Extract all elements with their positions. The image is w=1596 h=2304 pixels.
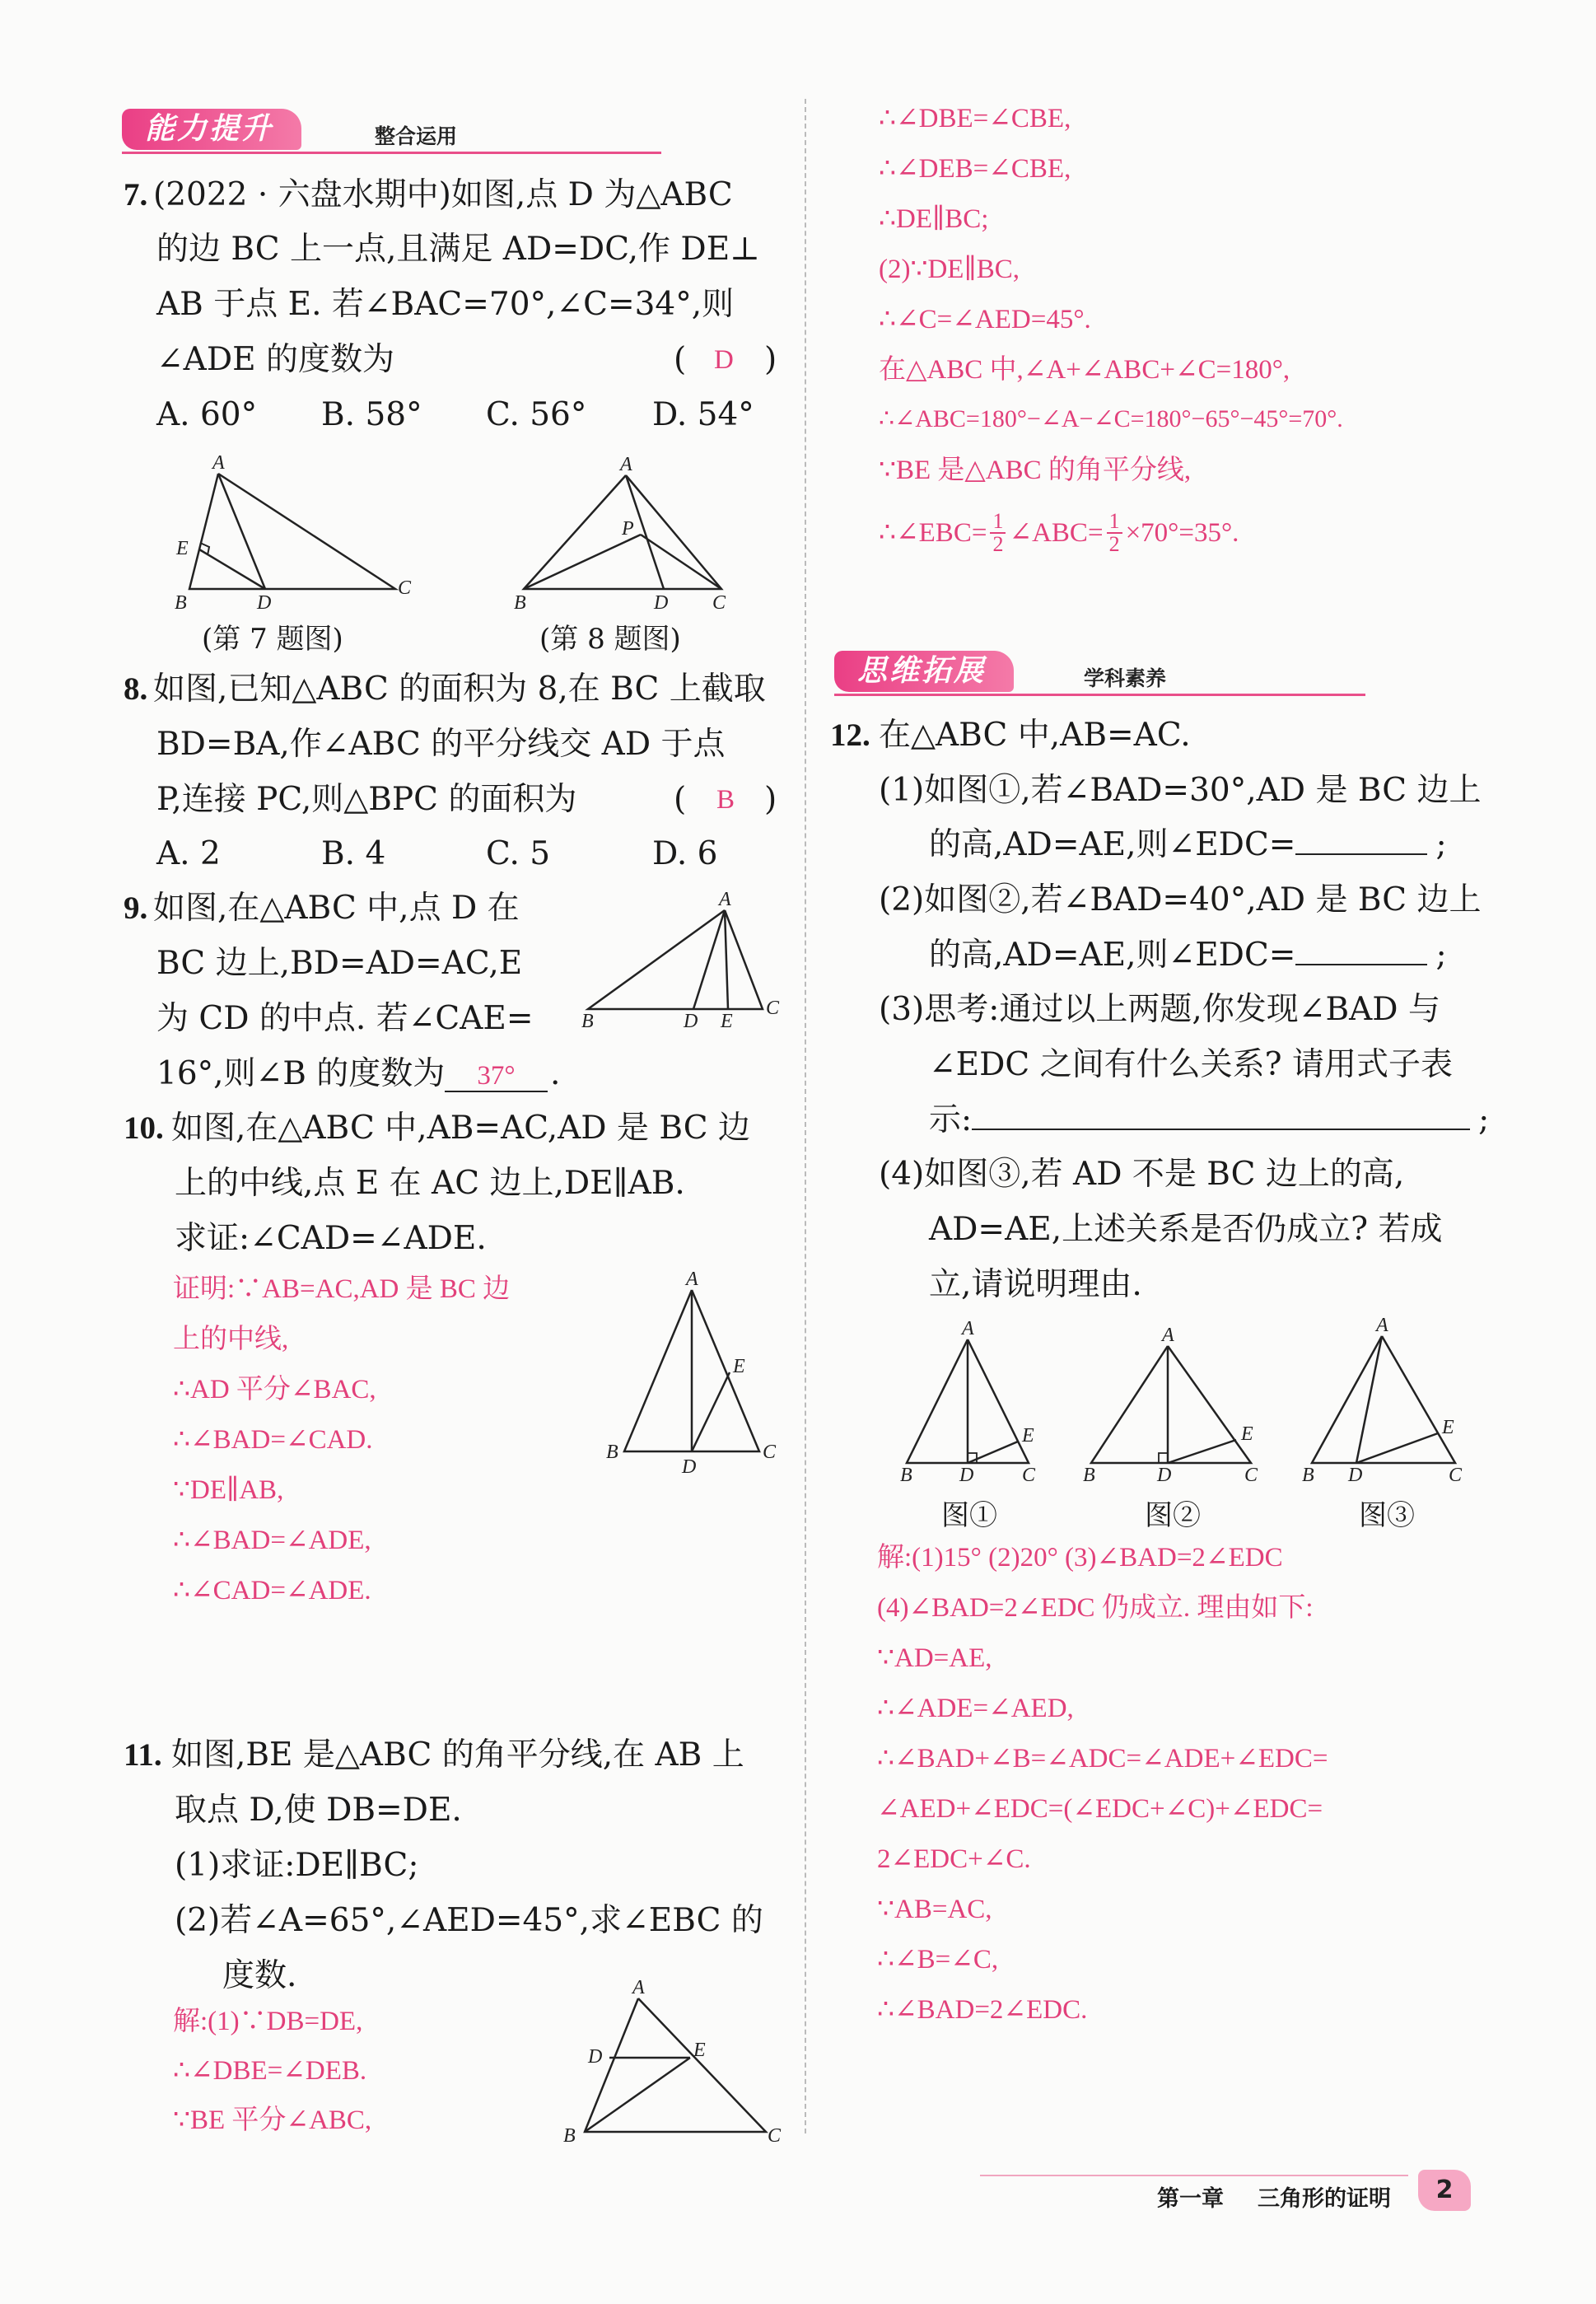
q12-figure-caption: 图② — [1145, 1499, 1201, 1532]
q12-figure-2 — [1075, 1325, 1281, 1483]
q8-bracket-open: ( — [674, 781, 687, 818]
q12-figure-1 — [894, 1318, 1058, 1483]
q10-line: 求证:∠CAD=∠ADE. — [175, 1220, 487, 1257]
svg-text:B: B — [581, 1011, 594, 1032]
q12-part1-text: 的高,AD=AE,则∠EDC= — [929, 826, 1296, 863]
q12-answer-blank-1[interactable] — [1295, 853, 1427, 855]
q10-proof-line: 上的中线, — [173, 1325, 289, 1354]
svg-text:D: D — [1348, 1465, 1363, 1483]
section-subtitle-thinking: 学科素养 — [1084, 666, 1167, 690]
q9-line: BC 边上,BD=AD=AC,E — [156, 945, 523, 982]
q12-solution-line: 解:(1)15° (2)20° (3)∠BAD=2∠EDC — [877, 1543, 1283, 1573]
q12-part1-line — [929, 826, 1447, 863]
q7-line: ∠ADE 的度数为 — [156, 341, 394, 378]
q7-bracket-open: ( — [674, 341, 687, 378]
q9-line: 如图,在△ABC 中,点 D 在 — [153, 890, 520, 927]
q11-solution-line: ∴∠DEB=∠CBE, — [879, 154, 1071, 184]
q10-proof-line: ∴∠BAD=∠CAD. — [173, 1425, 373, 1455]
q11-number: 11. — [124, 1737, 162, 1773]
q12-part4-line: 立,请说明理由. — [929, 1266, 1142, 1303]
q12-solution-line: ∴∠ADE=∠AED, — [877, 1694, 1074, 1723]
svg-text:C: C — [1449, 1465, 1463, 1483]
q9-number: 9. — [124, 890, 148, 926]
q11-fraction — [1107, 511, 1122, 555]
q7-number: 7. — [124, 177, 148, 213]
page-number-badge — [1418, 2170, 1471, 2211]
q12-stem: 在△ABC 中,AB=AC. — [879, 717, 1191, 754]
q8-line: 如图,已知△ABC 的面积为 8,在 BC 上截取 — [153, 671, 766, 708]
q11-final-mid: ∠ABC= — [1009, 517, 1104, 548]
q11-solution-line: ∴∠DBE=∠CBE, — [879, 104, 1071, 133]
svg-text:A: A — [1376, 1315, 1388, 1336]
q11-solution-line: 解:(1)∵DB=DE, — [173, 2007, 363, 2036]
q12-number: 12. — [830, 717, 870, 753]
q9-answer: 37° — [477, 1061, 516, 1091]
q7-option: D. 54° — [652, 396, 754, 433]
svg-text:E: E — [733, 1356, 745, 1377]
q8-figure — [511, 449, 741, 614]
svg-text:A: A — [686, 1269, 698, 1290]
q10-line: 上的中线,点 E 在 AC 边上,DE∥AB. — [175, 1165, 685, 1202]
section-underline — [834, 694, 1365, 696]
q9-line: 为 CD 的中点. 若∠CAE= — [156, 1000, 534, 1037]
svg-text:E: E — [1442, 1417, 1454, 1438]
svg-text:E: E — [176, 538, 189, 559]
q11-line: 如图,BE 是△ABC 的角平分线,在 AB 上 — [171, 1736, 744, 1774]
svg-text:A: A — [1162, 1325, 1174, 1346]
q11-final-prefix: ∴∠EBC= — [879, 517, 987, 548]
q12-figure-3 — [1297, 1315, 1478, 1483]
q7-option: C. 56° — [486, 396, 587, 433]
q11-solution-line: ∴∠ABC=180°−∠A−∠C=180°−65°−45°=70°. — [879, 405, 1343, 432]
q10-number: 10. — [124, 1110, 164, 1146]
q12-figure-caption: 图③ — [1359, 1499, 1415, 1532]
q12-part2-line: (2)如图②,若∠BAD=40°,AD 是 BC 边上 — [879, 881, 1482, 918]
q12-answer-blank-3[interactable] — [972, 1129, 1470, 1130]
footer-chapter: 第一章 — [1157, 2186, 1224, 2212]
svg-text:C: C — [1022, 1465, 1036, 1483]
svg-text:E: E — [693, 2040, 706, 2061]
q7-option: B. 58° — [321, 396, 422, 433]
q12-part4-line: (4)如图③,若 AD 不是 BC 边上的高, — [879, 1156, 1405, 1193]
q8-option: C. 5 — [486, 835, 551, 872]
q9-answer-blank — [445, 1054, 548, 1092]
q12-solution-line: ∴∠BAD=2∠EDC. — [877, 1995, 1088, 2025]
q10-proof-line: 证明:∵AB=AC,AD 是 BC 边 — [173, 1274, 511, 1304]
column-divider — [805, 99, 806, 2133]
q12-answer-blank-2[interactable] — [1295, 964, 1427, 965]
q7-option: A. 60° — [156, 396, 258, 433]
q9-end: . — [550, 1055, 561, 1092]
q12-semicolon: ; — [1435, 826, 1447, 863]
section-subtitle-ability: 整合运用 — [375, 124, 458, 148]
q8-answer: B — [716, 785, 735, 815]
q12-part3-line: ∠EDC 之间有什么关系? 请用式子表 — [929, 1046, 1453, 1083]
q12-solution-line: ∴∠B=∠C, — [877, 1945, 999, 1975]
q12-part2-line — [929, 937, 1447, 974]
q11-solution-line: (2)∵DE∥BC, — [879, 255, 1020, 284]
q12-semicolon: ; — [1435, 937, 1447, 974]
q11-frac-num: 1 — [990, 511, 1006, 534]
q12-figure-caption: 图① — [941, 1499, 997, 1532]
q8-option: B. 4 — [321, 835, 386, 872]
svg-text:A: A — [632, 1977, 645, 1998]
svg-text:C: C — [763, 1442, 777, 1463]
svg-text:B: B — [900, 1465, 912, 1483]
q9-line: 16°,则∠B 的度数为 — [156, 1055, 446, 1092]
svg-text:D: D — [682, 1456, 697, 1478]
svg-text:B: B — [175, 592, 187, 614]
q11-frac-den: 2 — [1108, 532, 1120, 556]
svg-text:B: B — [1083, 1465, 1095, 1483]
svg-text:A: A — [719, 889, 731, 910]
svg-text:B: B — [606, 1442, 618, 1463]
q12-part1-line: (1)如图①,若∠BAD=30°,AD 是 BC 边上 — [879, 772, 1482, 809]
q10-line: 如图,在△ABC 中,AB=AC,AD 是 BC 边 — [171, 1110, 750, 1147]
q12-part3-line: (3)思考:通过以上两题,你发现∠BAD 与 — [879, 991, 1440, 1028]
q11-solution-line: ∵BE 是△ABC 的角平分线, — [879, 456, 1192, 485]
svg-text:D: D — [684, 1011, 698, 1032]
svg-text:D: D — [588, 2046, 603, 2068]
q12-part4-line: AD=AE,上述关系是否仍成立? 若成 — [929, 1211, 1443, 1248]
q12-semicolon: ; — [1478, 1101, 1490, 1138]
q11-solution-line: ∴∠DBE=∠DEB. — [173, 2056, 367, 2086]
q11-line: 取点 D,使 DB=DE. — [175, 1792, 462, 1829]
q7-figure — [165, 449, 428, 614]
q8-figure-caption: (第 8 题图) — [539, 623, 681, 656]
q11-frac-num: 1 — [1107, 511, 1122, 534]
q11-solution-line: ∵BE 平分∠ABC, — [173, 2105, 372, 2135]
section-banner-ability: 能力提升 — [122, 109, 301, 150]
svg-text:D: D — [1157, 1465, 1172, 1483]
section-underline — [122, 152, 661, 154]
q11-final-line — [879, 511, 1239, 555]
svg-text:B: B — [514, 592, 526, 614]
q8-bracket-close: ) — [764, 781, 777, 818]
q7-figure-caption: (第 7 题图) — [202, 623, 343, 656]
q7-bracket-close: ) — [764, 341, 777, 378]
q7-answer: D — [714, 345, 734, 375]
svg-text:A: A — [962, 1318, 974, 1339]
svg-text:D: D — [257, 592, 272, 614]
svg-text:D: D — [654, 592, 669, 614]
svg-text:C: C — [768, 2125, 782, 2147]
svg-text:E: E — [1022, 1425, 1034, 1446]
q10-proof-line: ∴AD 平分∠BAC, — [173, 1375, 376, 1404]
svg-text:E: E — [1241, 1423, 1253, 1445]
svg-text:C: C — [1244, 1465, 1258, 1483]
q10-proof-line: ∴∠BAD=∠ADE, — [173, 1526, 371, 1555]
q12-part3-line — [929, 1101, 1490, 1138]
q10-figure — [601, 1269, 791, 1483]
q8-option: D. 6 — [652, 835, 718, 872]
svg-text:C: C — [712, 592, 726, 614]
q7-line: AB 于点 E. 若∠BAC=70°,∠C=34°,则 — [156, 286, 735, 323]
q11-line: (2)若∠A=65°,∠AED=45°,求∠EBC 的 — [175, 1902, 763, 1939]
svg-text:A: A — [620, 454, 632, 475]
q8-number: 8. — [124, 671, 148, 707]
q12-part2-text: 的高,AD=AE,则∠EDC= — [929, 937, 1296, 974]
q11-figure — [560, 1977, 791, 2150]
q12-solution-line: ∵AD=AE, — [877, 1643, 992, 1673]
q10-proof-line: ∵DE∥AB, — [173, 1475, 284, 1505]
q8-line: BD=BA,作∠ABC 的平分线交 AD 于点 — [156, 726, 726, 763]
q7-line: 的边 BC 上一点,且满足 AD=DC,作 DE⊥ — [156, 231, 760, 268]
q9-figure — [576, 886, 791, 1034]
q12-solution-line: (4)∠BAD=2∠EDC 仍成立. 理由如下: — [877, 1593, 1314, 1623]
q7-line: (2022 · 六盘水期中)如图,点 D 为△ABC — [153, 176, 733, 213]
svg-text:C: C — [398, 577, 412, 599]
q11-solution-line: ∴DE∥BC; — [879, 204, 989, 234]
page-number: 2 — [1435, 2175, 1454, 2204]
svg-text:C: C — [766, 998, 780, 1019]
q11-fraction — [990, 511, 1006, 555]
svg-text:P: P — [622, 518, 634, 540]
svg-text:A: A — [212, 452, 225, 474]
q11-line: (1)求证:DE∥BC; — [175, 1847, 419, 1884]
q11-final-suffix: ×70°=35°. — [1125, 517, 1239, 548]
q12-solution-line: ∠AED+∠EDC=(∠EDC+∠C)+∠EDC= — [877, 1794, 1323, 1824]
q8-line: P,连接 PC,则△BPC 的面积为 — [156, 781, 577, 818]
q12-part3-text: 示: — [929, 1101, 973, 1138]
q12-solution-line: 2∠EDC+∠C. — [877, 1844, 1031, 1874]
svg-text:E: E — [721, 1011, 733, 1032]
q11-solution-line: ∴∠C=∠AED=45°. — [879, 305, 1091, 334]
q11-solution-line: 在△ABC 中,∠A+∠ABC+∠C=180°, — [879, 355, 1290, 385]
section-banner-thinking: 思维拓展 — [834, 651, 1014, 692]
svg-text:B: B — [563, 2125, 576, 2147]
q12-solution-line: ∵AB=AC, — [877, 1895, 992, 1924]
q11-frac-den: 2 — [992, 532, 1004, 556]
footer-line — [980, 2175, 1408, 2176]
q11-line: 度数. — [222, 1957, 297, 1994]
q12-solution-line: ∴∠BAD+∠B=∠ADC=∠ADE+∠EDC= — [877, 1744, 1328, 1774]
footer-title: 三角形的证明 — [1258, 2186, 1391, 2212]
svg-text:D: D — [959, 1465, 974, 1483]
svg-text:B: B — [1302, 1465, 1314, 1483]
q8-option: A. 2 — [156, 835, 221, 872]
q10-proof-line: ∴∠CAD=∠ADE. — [173, 1576, 371, 1605]
